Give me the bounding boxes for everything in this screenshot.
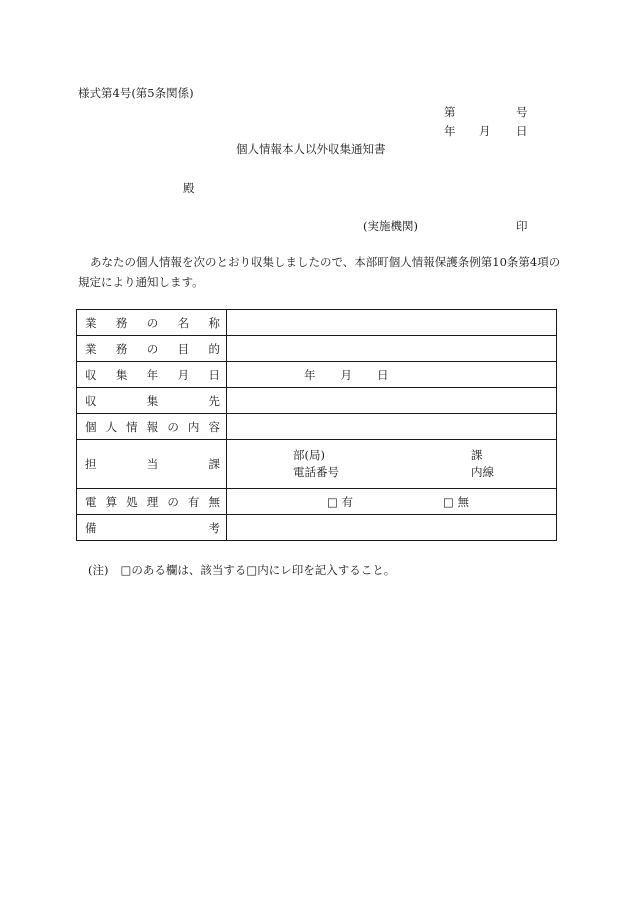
addressee-suffix: 殿 (183, 181, 195, 195)
table-row (77, 515, 557, 541)
label-char: 報 (146, 419, 159, 434)
collection-date-field[interactable] (227, 362, 557, 388)
label-char: 電 (85, 494, 97, 509)
label-char: 務 (115, 341, 128, 356)
personal-info-content-field[interactable] (227, 414, 557, 440)
issue-date-day: 日 (516, 124, 528, 138)
label-char: 名 (177, 315, 190, 330)
issue-date-year: 年 (444, 124, 456, 138)
row-label (77, 388, 227, 414)
label-char: 個 (85, 419, 97, 434)
section-label: 課 (471, 448, 483, 462)
row-label (77, 414, 227, 440)
label-char: 的 (208, 341, 220, 356)
table-row (77, 336, 557, 362)
computer-processing-field (227, 489, 557, 515)
label-char: 算 (105, 494, 118, 509)
business-purpose-field[interactable] (227, 336, 557, 362)
row-label (77, 310, 227, 336)
option-no-checkbox[interactable]: □ 無 (443, 494, 470, 509)
table-row (77, 362, 557, 388)
spread-label (85, 520, 220, 536)
table-row (77, 310, 557, 336)
label-char: 収 (85, 393, 97, 408)
note-prefix: (注) (88, 563, 109, 577)
label-char: 考 (208, 520, 220, 535)
label-char: 目 (177, 341, 190, 356)
label-char: 容 (208, 419, 220, 434)
option-yes-checkbox[interactable]: □ 有 (327, 494, 354, 509)
table-row (77, 414, 557, 440)
document-title: 個人情報本人以外収集通知書 (236, 142, 386, 156)
department-field[interactable] (227, 440, 557, 489)
label-char: 情 (126, 419, 138, 434)
agency-label: (実施機関) (363, 219, 418, 233)
row-label (77, 440, 227, 489)
department-label: 部(局) (293, 448, 325, 462)
label-char: の (146, 341, 159, 356)
collection-date-parts (227, 367, 556, 383)
label-char: 日 (208, 367, 220, 382)
label-char: 集 (146, 393, 159, 408)
seal-mark: 印 (516, 219, 528, 233)
computer-processing-options (227, 494, 556, 510)
issue-date-month: 月 (479, 124, 491, 138)
note (88, 562, 395, 578)
remarks-field[interactable] (227, 515, 557, 541)
collection-source-field[interactable] (227, 388, 557, 414)
row-label (77, 489, 227, 515)
label-char: 月 (177, 367, 190, 382)
label-char: の (167, 494, 179, 509)
label-char: 人 (105, 419, 118, 434)
spread-label (85, 341, 220, 357)
label-char: 称 (208, 315, 220, 330)
label-char: 収 (85, 367, 97, 382)
label-char: の (146, 315, 159, 330)
extension-label: 内線 (471, 465, 494, 479)
label-char: 内 (187, 419, 200, 434)
label-char: 先 (208, 393, 220, 408)
label-char: 課 (208, 457, 220, 471)
document-number-prefix: 第 (444, 105, 456, 119)
label-char: 集 (115, 367, 128, 382)
row-label (77, 336, 227, 362)
spread-label (85, 494, 220, 510)
spread-label (85, 456, 220, 472)
spread-label (85, 315, 220, 331)
label-char: 担 (85, 457, 97, 471)
note-text: □のある欄は、該当する□内にレ印を記入すること。 (120, 563, 396, 577)
collection-date-day: 日 (377, 367, 389, 382)
label-char: の (167, 419, 179, 434)
label-char: 無 (208, 494, 220, 509)
label-char: 務 (115, 315, 128, 330)
body-text: あなたの個人情報を次のとおり収集しましたので、本部町個人情報保護条例第10条第4項の規定により通知します。 (78, 255, 561, 289)
collection-date-year: 年 (304, 367, 316, 382)
info-table (76, 309, 557, 541)
document-number-suffix: 号 (516, 105, 528, 119)
table-row (77, 440, 557, 489)
label-char: 処 (126, 494, 138, 509)
spread-label (85, 367, 220, 383)
label-char: 年 (146, 367, 159, 382)
spread-label (85, 393, 220, 409)
row-label (77, 515, 227, 541)
label-char: 当 (146, 457, 159, 471)
collection-date-month: 月 (340, 367, 352, 382)
label-char: 有 (187, 494, 200, 509)
department-parts (227, 447, 556, 481)
phone-label: 電話番号 (293, 465, 339, 479)
label-char: 備 (85, 520, 97, 535)
row-label (77, 362, 227, 388)
spread-label (85, 419, 220, 435)
form-number: 様式第4号(第5条関係) (78, 86, 194, 100)
table-row (77, 489, 557, 515)
label-char: 理 (146, 494, 159, 509)
label-char: 業 (85, 315, 97, 330)
label-char: 業 (85, 341, 97, 356)
business-name-field[interactable] (227, 310, 557, 336)
table-row (77, 388, 557, 414)
